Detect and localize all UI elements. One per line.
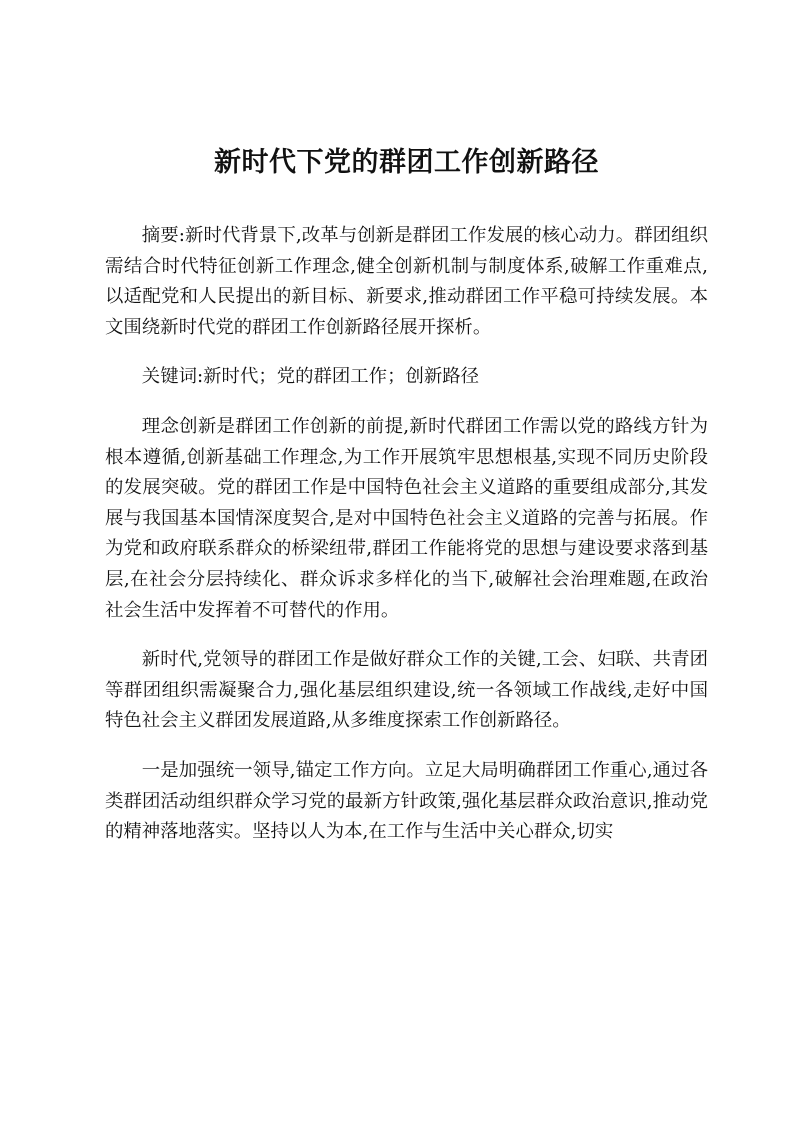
body-paragraph-1: 理念创新是群团工作创新的前提,新时代群团工作需以党的路线方针为根本遵循,创新基础工作理念,为工作开展筑牢思想根基,实现不同历史阶段的发展突破。党的群团工作是中国特色社会主义道路的重要组成部分,其发展与我国基本国情深度契合,是对中国特色社会主义道路的完善与拓展。作为党和政府联系群众的桥梁纽带,群团工作能将党的思想与建设要求落到基层,在社会分层持续化、群众诉求多样化的当下,破解社会治理难题,在政治社会生活中发挥着不可替代的作用。 — [105, 415, 708, 621]
keywords-paragraph: 关键词:新时代；党的群团工作；创新路径 — [141, 366, 480, 388]
abstract-paragraph: 摘要:新时代背景下,改革与创新是群团工作发展的核心动力。群团组织需结合时代特征创新工作理念,健全创新机制与制度体系,破解工作重难点,以适配党和人民提出的新目标、新要求,推动群团工作平稳可持续发展。本文围绕新时代党的群团工作创新路径展开探析。 — [105, 225, 708, 338]
document-title: 新时代下党的群团工作创新路径 — [214, 147, 599, 178]
body-paragraph-3: 一是加强统一领导,锚定工作方向。立足大局明确群团工作重心,通过各类群团活动组织群众学习党的最新方针政策,强化基层群众政治意识,推动党的精神落地落实。坚持以人为本,在工作与生活中关心群众,切实 — [105, 759, 708, 843]
body-paragraph-2: 新时代,党领导的群团工作是做好群众工作的关键,工会、妇联、共青团等群团组织需凝聚合力,强化基层组织建设,统一各领域工作战线,走好中国特色社会主义群团发展道路,从多维度探索工作创新路径。 — [105, 649, 708, 732]
